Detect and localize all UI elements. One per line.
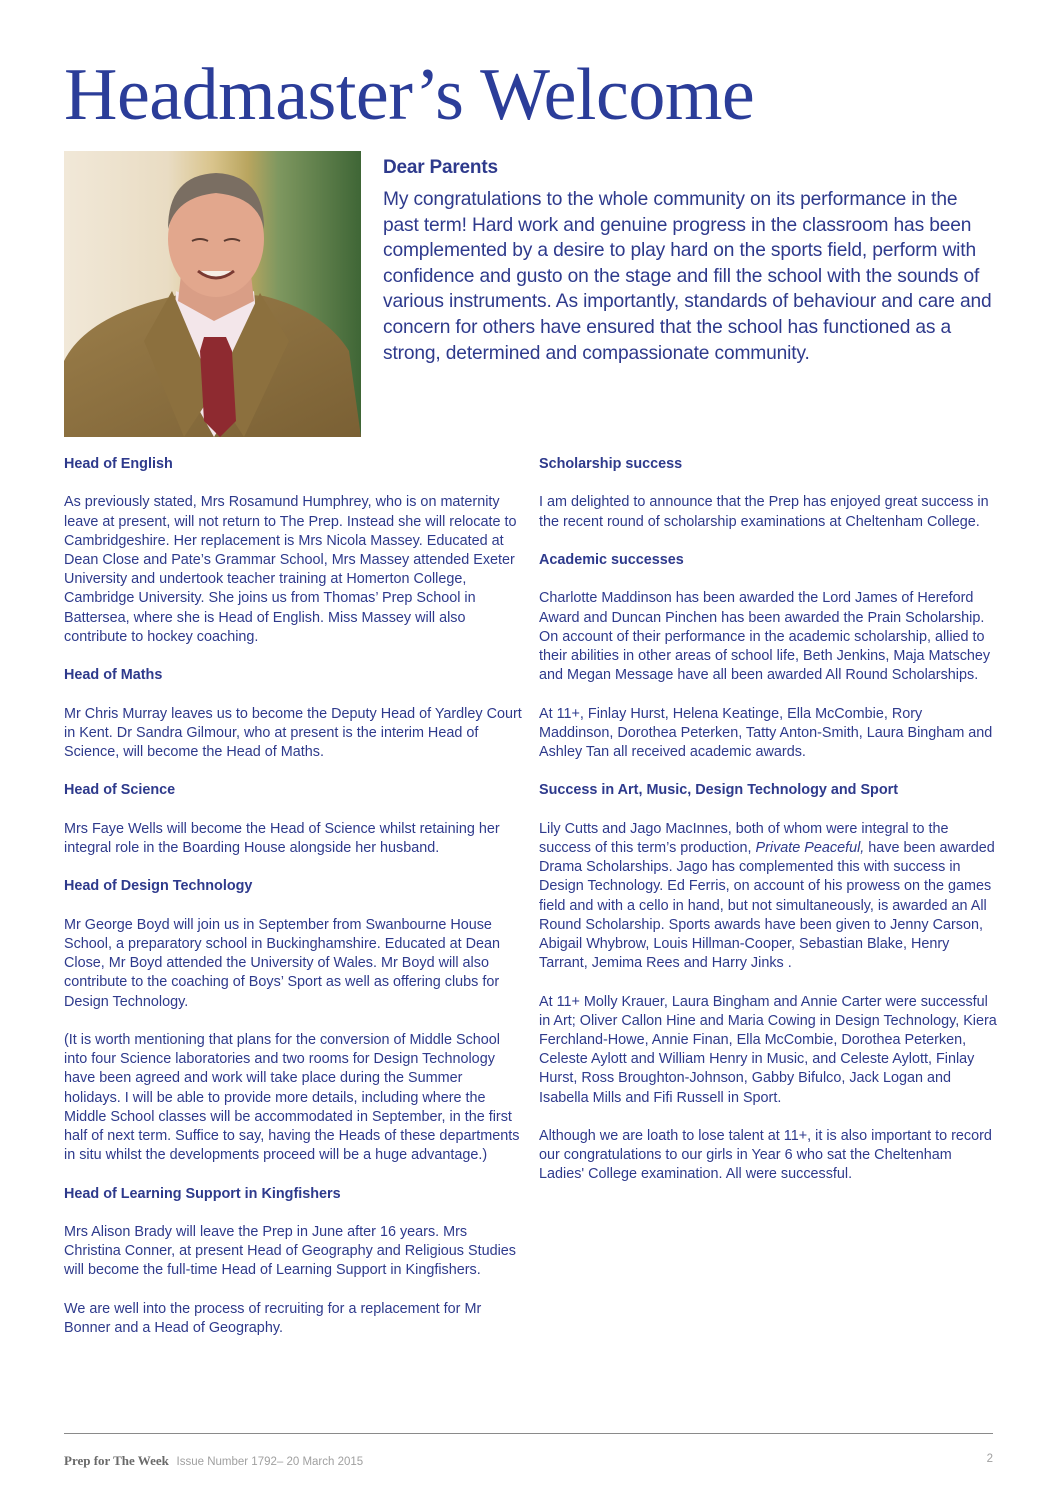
- section-paragraph-eleven-plus: At 11+ Molly Krauer, Laura Bingham and Annie Carter were successful in Art; Oliver Callon Hine and Maria Cowing in Design Technology, Kiera Ferchland-Howe, Annie Finan, Ella McCombie, Dorothea Peterken, Celeste Aylott and William Henry in Music, and Celeste Aylott, Finlay Hurst, Ross Broughton-Johnson, Gabby Bifulco, Jack Logan and Isabella Mills and Fifi Russell in Sport.: [539, 993, 997, 1106]
- intro-paragraph: My congratulations to the whole community on its performance in the past term! Hard work and genuine progress in the classroom has been complemented by a desire to play hard on the sports field, perform with confidence and gusto on the stage and fill the school with the sounds of various instruments. As importantly, standards of behaviour and care and concern for others have ensured that the school has functioned as a strong, determined and compassionate community.: [383, 189, 992, 364]
- production-title: Private Peaceful,: [755, 839, 865, 856]
- section-art-music-dt-sport: [539, 781, 997, 1184]
- section-paragraph: Charlotte Maddinson has been awarded the Lord James of Hereford Award and Duncan Pinchen has been awarded the Prain Scholarship. On account of their performance in the academic scholarship, allied to their abilities in other areas of school life, Beth Jenkins, Maja Matschey and Megan Message have all been awarded All Round Scholarships.: [539, 590, 991, 684]
- section-heading: Head of Maths: [64, 667, 163, 684]
- section-note: We are well into the process of recruiting for a replacement for Mr Bonner and a Head of Geography.: [64, 1300, 482, 1336]
- section-heading: Head of Science: [64, 782, 176, 799]
- section-head-of-science: [64, 781, 522, 858]
- paragraph-text: Lily Cutts and Jago MacInnes, both of whom were integral to the success of this term’s production,: [539, 820, 949, 856]
- section-paragraph: Mrs Alison Brady will leave the Prep in June after 16 years. Mrs Christina Conner, at present Head of Geography and Religious Studies will become the full-time Head of Learning Support in Kingfishers.: [64, 1223, 516, 1279]
- headmaster-photo: [64, 151, 361, 437]
- section-paragraph: [539, 820, 997, 974]
- section-heading: Head of Learning Support in Kingfishers: [64, 1185, 341, 1202]
- page-title: Headmaster’s Welcome: [64, 54, 755, 136]
- section-paragraph-eleven-plus: At 11+, Finlay Hurst, Helena Keatinge, Ella McCombie, Rory Maddinson, Dorothea Peterken, Tatty Anton-Smith, Laura Bingham and Ashley Tan all received academic awards.: [539, 705, 993, 760]
- section-paragraph: Mr George Boyd will join us in September from Swanbourne House School, a preparatory school in Buckinghamshire. Educated at Dean Close, Mr Boyd attended the University of Wales. Mr Boyd will also contribute to the coaching of Boys’ Sport as well as offering clubs for Design Technology.: [64, 916, 500, 1010]
- issue-info: Issue Number 1792– 20 March 2015: [176, 1456, 364, 1468]
- section-heading: Head of Design Technology: [64, 878, 253, 895]
- page-footer: [64, 1453, 993, 1471]
- section-head-of-english: [64, 455, 522, 647]
- section-paragraph: I am delighted to announce that the Prep has enjoyed great success in the recent round of scholarship examinations at Cheltenham College.: [539, 494, 989, 530]
- intro-letter: [383, 157, 993, 366]
- section-heading: Head of English: [64, 456, 173, 472]
- section-heading: Academic successes: [539, 551, 684, 568]
- publication-name: Prep for The Week: [64, 1453, 169, 1468]
- section-paragraph: As previously stated, Mrs Rosamund Humphrey, who is on maternity leave at present, will not return to The Prep. Instead she will relocate to Cambridgeshire. Her replacement is Mrs Nicola Massey. Educated at Dean Close and Pate’s Grammar School, Mrs Massey attended Exeter University and undertook teacher training at Homerton College, Cambridge University. She joins us from Thomas’ Prep School in Battersea, where she is Head of English. Miss Massey will also contribute to hockey coaching.: [64, 494, 517, 645]
- paragraph-text: have been awarded Drama Scholarships. Jago has complemented this with success in Design Technology. Ed Ferris, on account of his prowess on the games field and with a cello in hand, but not simultaneously, is awarded an All Round Scholarship. Sports awards have been given to Jenny Carson, Abigail Whybrow, Louis Hillman-Cooper, Sebastian Blake, Henry Tarrant, Jemima Rees and Harry Jinks .: [539, 839, 995, 972]
- section-closing: Although we are loath to lose talent at 11+, it is also important to record our congratulations to our girls in Year 6 who sat the Cheltenham Ladies' College examination. All were successful.: [539, 1127, 992, 1183]
- section-academic-successes: [539, 551, 997, 762]
- section-head-of-learning-support: [64, 1185, 522, 1339]
- salutation: Dear Parents: [383, 157, 498, 178]
- section-note: (It is worth mentioning that plans for the conversion of Middle School into four Science laboratories and two rooms for Design Technology have been agreed and work will take place during the Summer holidays. I will be able to provide more details, including where the Middle School classes will be accommodated in September, in the first half of next term. Suffice to say, having the Heads of these departments in situ whilst the developments proceed will be a huge advantage.): [64, 1031, 520, 1164]
- left-column: [64, 455, 522, 1357]
- section-paragraph: Mr Chris Murray leaves us to become the Deputy Head of Yardley Court in Kent. Dr Sandra Gilmour, who at present is the interim Head of Science, will become the Head of Maths.: [64, 705, 522, 760]
- section-heading: Scholarship success: [539, 456, 683, 472]
- page-number: 2: [986, 1453, 993, 1465]
- section-head-of-design-technology: [64, 877, 522, 1165]
- section-head-of-maths: [64, 666, 522, 762]
- section-heading: Success in Art, Music, Design Technology and Sport: [539, 782, 899, 799]
- section-scholarship-success: [539, 455, 997, 532]
- section-paragraph: Mrs Faye Wells will become the Head of Science whilst retaining her integral role in the Boarding House alongside her husband.: [64, 820, 500, 856]
- right-column: [539, 455, 997, 1204]
- footer-divider: [64, 1433, 993, 1434]
